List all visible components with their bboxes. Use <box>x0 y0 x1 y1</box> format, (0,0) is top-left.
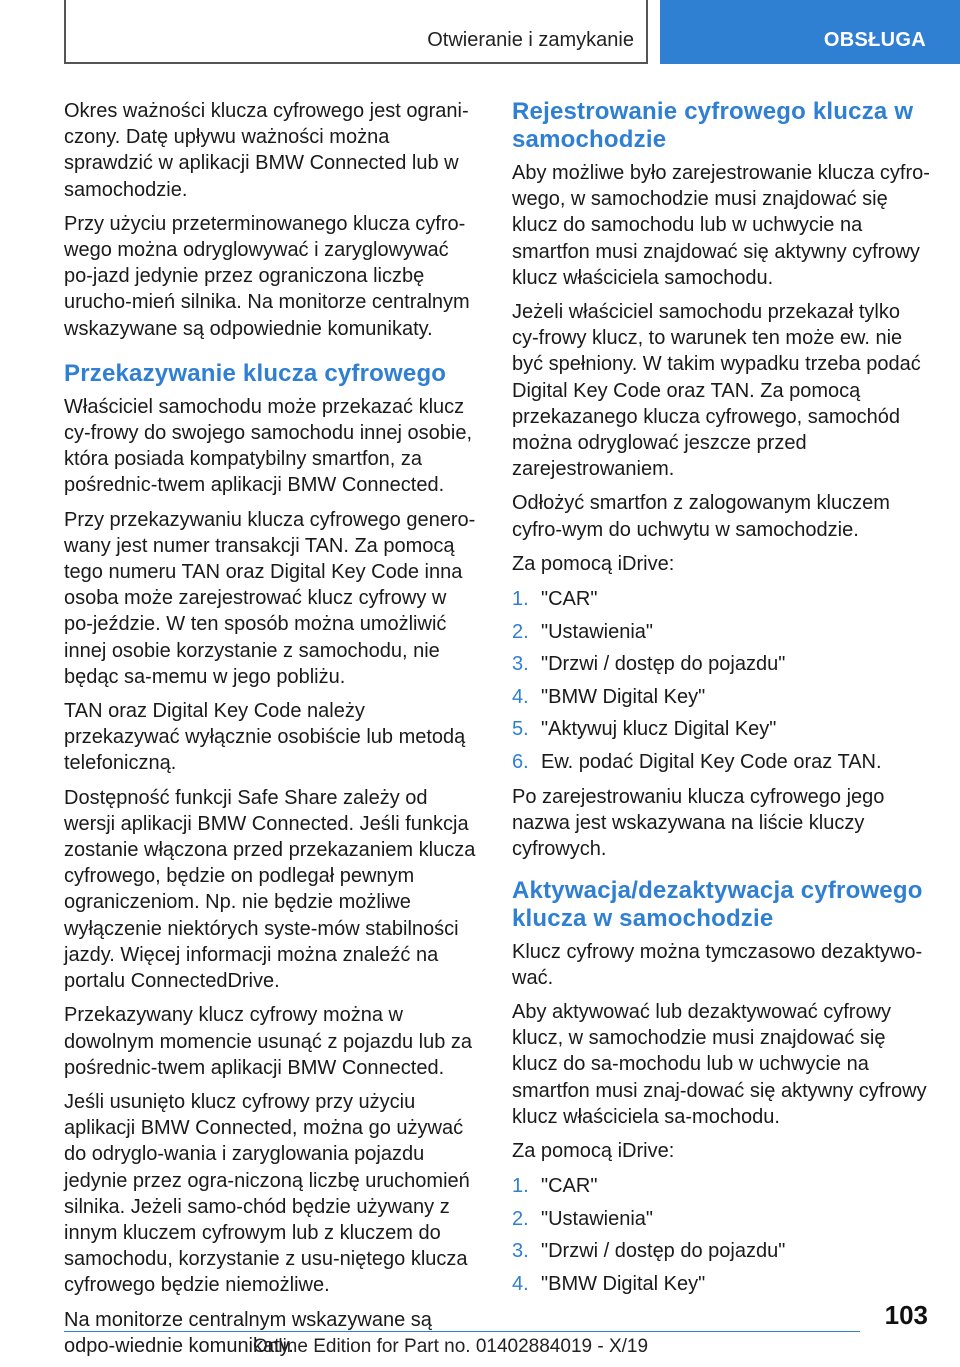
list-item <box>512 1209 930 1230</box>
step-text: "CAR" <box>541 588 598 611</box>
section-label: OBSŁUGA <box>823 29 926 51</box>
header-chapter-box <box>64 0 648 64</box>
step-text: "Ustawienia" <box>541 620 654 643</box>
step-text: "Drzwi / dostęp do pojazdu" <box>541 653 786 676</box>
step-text: "Aktywuj klucz Digital Key" <box>541 718 777 741</box>
step-number: 4. <box>512 1272 529 1295</box>
paragraph: TAN oraz Digital Key Code należy przekazywać wyłącznie osobiście lub metodą telefoniczną. <box>64 700 466 775</box>
list-item <box>512 654 930 675</box>
paragraph: Za pomocą iDrive: <box>512 1140 675 1163</box>
header-section-tab <box>660 0 960 64</box>
right-column <box>512 98 930 1306</box>
paragraph: Za pomocą iDrive: <box>512 552 675 575</box>
list-item <box>512 1241 930 1262</box>
step-number: 3. <box>512 653 529 676</box>
list-item <box>512 752 930 773</box>
list-item <box>512 1176 930 1197</box>
step-text: "CAR" <box>541 1175 598 1198</box>
step-number: 1. <box>512 588 529 611</box>
step-number: 3. <box>512 1240 529 1263</box>
paragraph: Aby aktywować lub dezaktywować cyfrowy klucz, w samochodzie musi znajdować się klucz do sa-mochodu lub w uchwycie na smartfon musi znaj-dować się aktywny cyfrowy klucz właściciela sa-mochodu. <box>512 1001 927 1128</box>
paragraph: Przy przekazywaniu klucza cyfrowego genero-wany jest numer transakcji TAN. Za pomocą tego numeru TAN oraz Digital Key Code inna osoba może zarejestrować klucz cyfrowy w po-jeździe. W ten sposób można umożliwić innej osobie korzystanie z samochodu, nie będąc sa-memu w jego pobliżu. <box>64 508 476 688</box>
heading-key-transfer: Przekazywanie klucza cyfrowego <box>64 359 447 387</box>
paragraph: Przekazywany klucz cyfrowy można w dowolnym momencie usunąć z pojazdu lub za pośrednic-twem aplikacji BMW Connected. <box>64 1004 472 1079</box>
list-item <box>512 589 930 610</box>
step-number: 1. <box>512 1175 529 1198</box>
list-item <box>512 687 930 708</box>
paragraph: Jeżeli właściciel samochodu przekazał tylko cy-frowy klucz, to warunek ten może ew. nie być spełniony. W takim wypadku trzeba podać Digital Key Code oraz TAN. Za pomocą przekazanego klucza cyfrowego, samochód można odryglować jeszcze przed zarejestrowaniem. <box>512 301 921 481</box>
paragraph: Na monitorze centralnym wskazywane są odpo-wiednie komunikaty. <box>64 1308 432 1357</box>
step-text: Ew. podać Digital Key Code oraz TAN. <box>541 750 882 773</box>
paragraph: Właściciel samochodu może przekazać klucz cy-frowy do swojego samochodu innej osobie, która posiada kompatybilny smartfon, za pośrednic-twem aplikacji BMW Connected. <box>64 395 472 497</box>
paragraph: Odłożyć smartfon z zalogowanym kluczem cyfro-wym do uchwytu w samochodzie. <box>512 492 890 541</box>
steps-list-activation <box>512 1176 930 1295</box>
intro-paragraph-2: Przy użyciu przeterminowanego klucza cyfro-wego można odryglowywać i zaryglowywać po-jazd jedynie przez ograniczona liczbę urucho-mień silnika. Na monitorze centralnym wskazywane są odpowiednie komunikaty. <box>64 212 470 340</box>
step-number: 4. <box>512 685 529 708</box>
paragraph: Aby możliwe było zarejestrowanie klucza cyfro-wego, w samochodzie musi znajdować się klucz do samochodu lub w uchwycie na smartfon musi znajdować się aktywny cyfrowy klucz właściciela samochodu. <box>512 162 930 289</box>
list-item <box>512 1274 930 1295</box>
paragraph: Dostępność funkcji Safe Share zależy od wersji aplikacji BMW Connected. Jeśli funkcja zostanie włączona przed przekazaniem klucza cyfrowego, będzie on podlegał pewnym ograniczeniom. Np. nie będzie możliwe wyłączenie niektórych syste-mów stabilności jazdy. Więcej informacji można znaleźć na portalu ConnectedDrive. <box>64 786 476 993</box>
step-number: 2. <box>512 620 529 643</box>
heading-key-activation: Aktywacja/dezaktywacja cyfrowego klucza w samochodzie <box>512 876 923 932</box>
left-column <box>64 98 480 1367</box>
footer-divider <box>64 1331 860 1332</box>
steps-list-registration <box>512 589 930 773</box>
paragraph: Klucz cyfrowy można tymczasowo dezaktywo-wać. <box>512 940 923 989</box>
chapter-title: Otwieranie i zamykanie <box>427 29 634 51</box>
step-number: 5. <box>512 718 529 741</box>
step-text: "BMW Digital Key" <box>541 685 706 708</box>
step-text: "BMW Digital Key" <box>541 1272 706 1295</box>
step-text: "Ustawienia" <box>541 1207 654 1230</box>
heading-key-registration: Rejestrowanie cyfrowego klucza w samochodzie <box>512 98 914 153</box>
paragraph: Po zarejestrowaniu klucza cyfrowego jego nazwa jest wskazywana na liście kluczy cyfrowych. <box>512 786 885 861</box>
paragraph: Jeśli usunięto klucz cyfrowy przy użyciu aplikacji BMW Connected, można go używać do odryglo-wania i zaryglowania pojazdu jedynie przez ogra-niczoną liczbę uruchomień silnika. Jeżeli samo-chód będzie używany z innym kluczem cyfrowym lub z kluczem do samochodu, korzystanie z usu-niętego klucza cyfrowego będzie niemożliwe. <box>64 1090 470 1297</box>
list-item <box>512 622 930 643</box>
step-number: 6. <box>512 750 529 773</box>
footer-edition-text: Online Edition for Part no. 01402884019 - X/19 <box>253 1336 649 1357</box>
step-text: "Drzwi / dostęp do pojazdu" <box>541 1240 786 1263</box>
intro-paragraph-1: Okres ważności klucza cyfrowego jest ograni-czony. Datę upływu ważności można sprawdzić w aplikacji BMW Connected lub w samochodzie. <box>64 100 469 201</box>
page-number: 103 <box>884 1300 928 1330</box>
step-number: 2. <box>512 1207 529 1230</box>
list-item <box>512 719 930 740</box>
